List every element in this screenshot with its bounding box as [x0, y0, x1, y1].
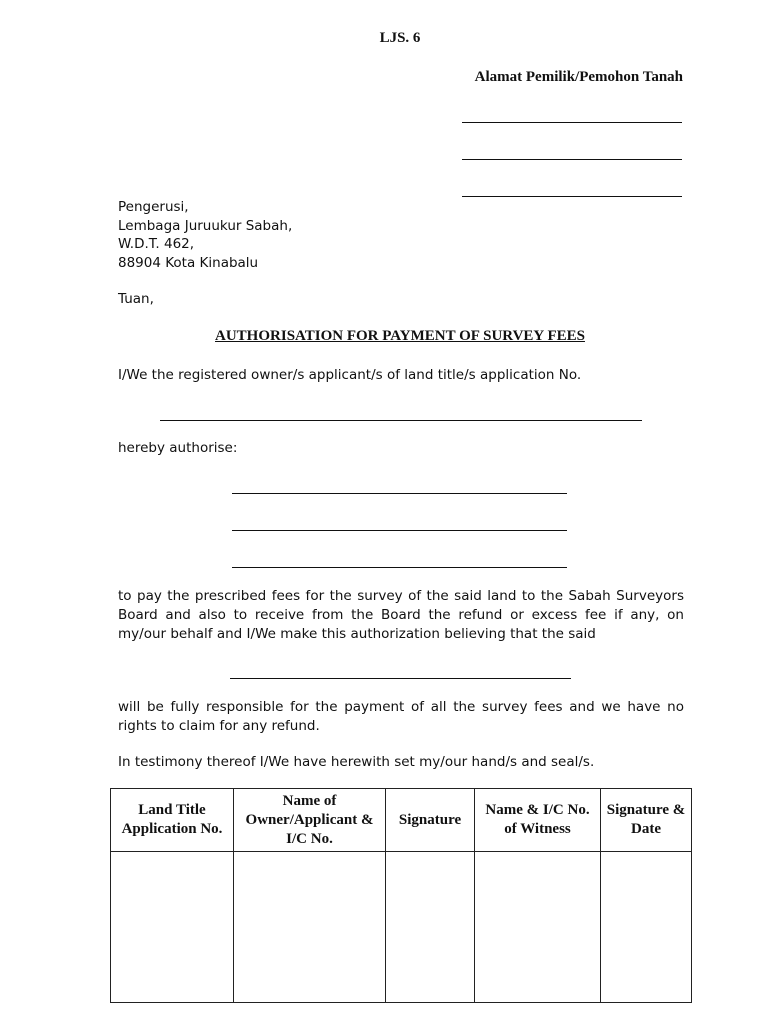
col-header-witness: Name & I/C No. of Witness [475, 789, 601, 852]
salutation: Tuan, [118, 291, 154, 307]
recipient-line: Pengerusi, [118, 199, 189, 215]
col-header-signature-date: Signature & Date [601, 789, 692, 852]
owner-address-label: Alamat Pemilik/Pemohon Tanah [474, 69, 683, 85]
recipient-address [118, 198, 292, 272]
witness-cell[interactable] [475, 852, 601, 1003]
col-header-signature: Signature [386, 789, 475, 852]
authorised-party-line-2[interactable] [232, 530, 567, 531]
authorised-party-line-3[interactable] [232, 567, 567, 568]
signing-table-header-row [111, 789, 692, 852]
owner-address-line-2[interactable] [462, 159, 682, 160]
authorise-text: hereby authorise: [118, 440, 238, 456]
testimony-paragraph: In testimony thereof I/We have herewith set my/our hand/s and seal/s. [118, 754, 595, 770]
recipient-line: Lembaga Juruukur Sabah, [118, 217, 293, 234]
col-header-land-title: Land Title Application No. [111, 789, 234, 852]
authorised-party-name-line[interactable] [230, 678, 571, 679]
form-code: LJS. 6 [379, 30, 421, 46]
recipient-line: 88904 Kota Kinabalu [118, 254, 259, 271]
land-title-cell[interactable] [111, 852, 234, 1003]
document-title: AUTHORISATION FOR PAYMENT OF SURVEY FEES [215, 328, 585, 344]
application-number-line[interactable] [160, 420, 642, 421]
signature-date-cell[interactable] [601, 852, 692, 1003]
intro-paragraph: I/We the registered owner/s applicant/s of land title/s application No. [118, 367, 582, 383]
owner-address-line-3[interactable] [462, 196, 682, 197]
responsibility-paragraph: will be fully responsible for the payment of all the survey fees and we have no rights to claim for any refund. [118, 699, 684, 734]
owner-name-cell[interactable] [234, 852, 386, 1003]
col-header-owner-name: Name of Owner/Applicant & I/C No. [234, 789, 386, 852]
signing-table [110, 788, 692, 1003]
owner-address-line-1[interactable] [462, 122, 682, 123]
table-row [111, 852, 692, 1003]
recipient-line: W.D.T. 462, [118, 236, 195, 252]
purpose-paragraph: to pay the prescribed fees for the survey of the said land to the Sabah Surveyors Board and also to receive from the Board the refund or excess fee if any, on my/our behalf and I/We make this authorization believing that the said [118, 588, 684, 642]
signature-cell[interactable] [386, 852, 475, 1003]
authorised-party-line-1[interactable] [232, 493, 567, 494]
